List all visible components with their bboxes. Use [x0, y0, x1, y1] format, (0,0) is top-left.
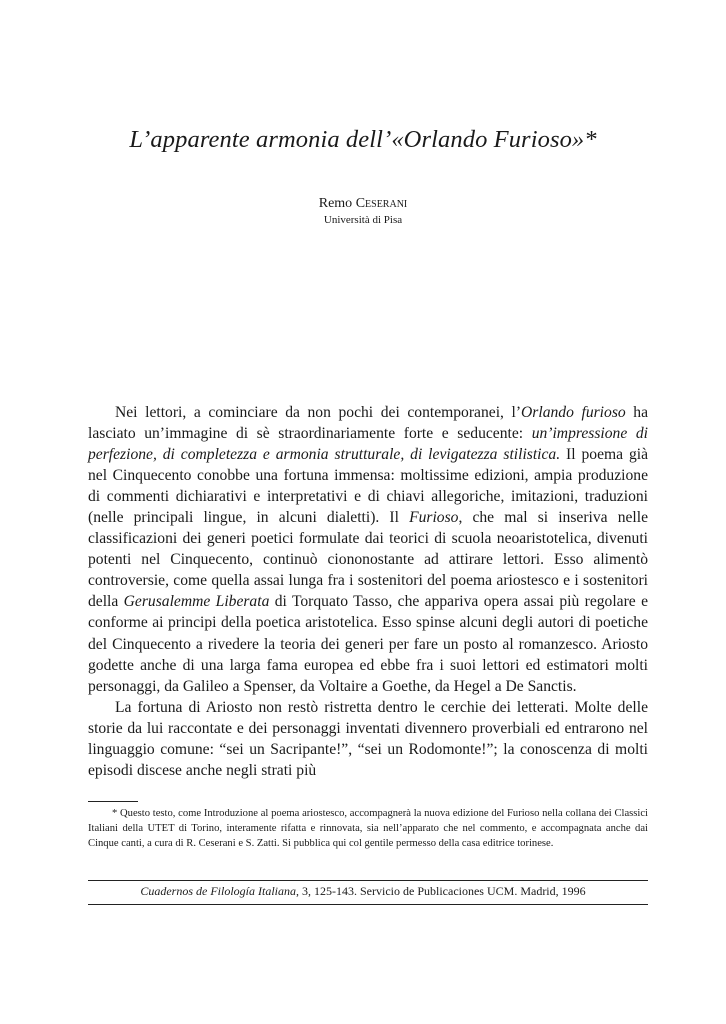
italic-work-title: Gerusalemme Liberata: [123, 593, 270, 611]
paragraph-2: La fortuna di Ariosto non restò ristretta dentro le cerchie dei letterati. Molte delle storie da lui raccontate e dei personaggi inventati divennero proverbiali ed entrarono nel linguaggio comune: “sei un Sacripante!”, “sei un Rodomonte!”; la conoscenza di molti episodi discese anche negli strati più: [88, 698, 648, 779]
author-name: [0, 196, 726, 212]
author-first-name: Remo: [318, 196, 353, 211]
journal-name: Cuadernos de Filología Italiana: [140, 884, 297, 898]
footnote-text: Questo testo, come Introduzione al poema ariostesco, accompagnerà la nuova edizione del Furioso nella collana dei Classici Italiani della UTET di Torino, interamente rifatta e rinnovata, sia nell’apparato che nel commento, e accompagnata anche dai Cinque canti, a cura di R. Ceserani e S. Zatti. Si pubblica qui col gentile permesso della casa editrice torinese.: [88, 808, 648, 850]
footnote-divider: [88, 801, 138, 802]
text-run: , che mal si inseriva nelle classificazioni dei generi poetici formulate dai teorici di scuola neoaristotelica, divenuti potenti nel Cinquecento, continuò ciononostante ad attirare lettori. Esso alimentò controversie, come quella assai lunga fra i sostenitori del poema ariostesco e i sostenitori della: [88, 509, 648, 611]
citation-rule-top: [88, 880, 648, 881]
text-run: Il poema già nel Cinquecento conobbe una fortuna immensa: moltissime edizioni, ampia produzione di commenti dichiarativi e interpretativi e di chiavi allegoriche, imitazioni, traduzioni (nelle principali lingue, in alcuni dialetti). Il: [88, 446, 648, 527]
citation-rule-bottom: [88, 904, 648, 905]
text-run: Nei lettori, a cominciare da non pochi dei contemporanei, l’: [115, 404, 522, 421]
article-title: L’apparente armonia dell’«Orlando Furioso»*: [129, 126, 597, 153]
article-body: [88, 402, 648, 781]
paragraph-1: [88, 402, 648, 697]
citation-details: , 3, 125-143. Servicio de Publicaciones UCM. Madrid, 1996: [296, 884, 586, 898]
italic-work-title: Orlando furioso: [521, 404, 626, 421]
text-run: di Torquato Tasso, che appariva opera assai più regolare e conforme ai principi della poetica aristotelica. Esso spinse alcuni degli autori di poetiche del Cinquecento a rivedere la teoria dei generi per fare un posto al romanzesco. Ariosto godette anche di una larga fama europea ed ebbe fra i suoi lettori ed estimatori molti personaggi, da Galileo a Spenser, da Voltaire a Goethe, da Hegel a De Sanctis.: [88, 593, 649, 695]
footnote: [88, 806, 648, 852]
italic-phrase: un’impressione di perfezione, di completezza e armonia strutturale, di levigatezza stilistica.: [88, 425, 648, 464]
author-affiliation: Università di Pisa: [323, 214, 403, 226]
italic-work-title: Furioso: [409, 509, 459, 527]
text-run: ha lasciato un’immagine di sè straordinariamente forte e seducente:: [88, 404, 648, 443]
journal-citation: [0, 884, 726, 899]
footnote-marker: *: [112, 808, 118, 819]
author-last-name: Ceserani: [355, 196, 408, 211]
